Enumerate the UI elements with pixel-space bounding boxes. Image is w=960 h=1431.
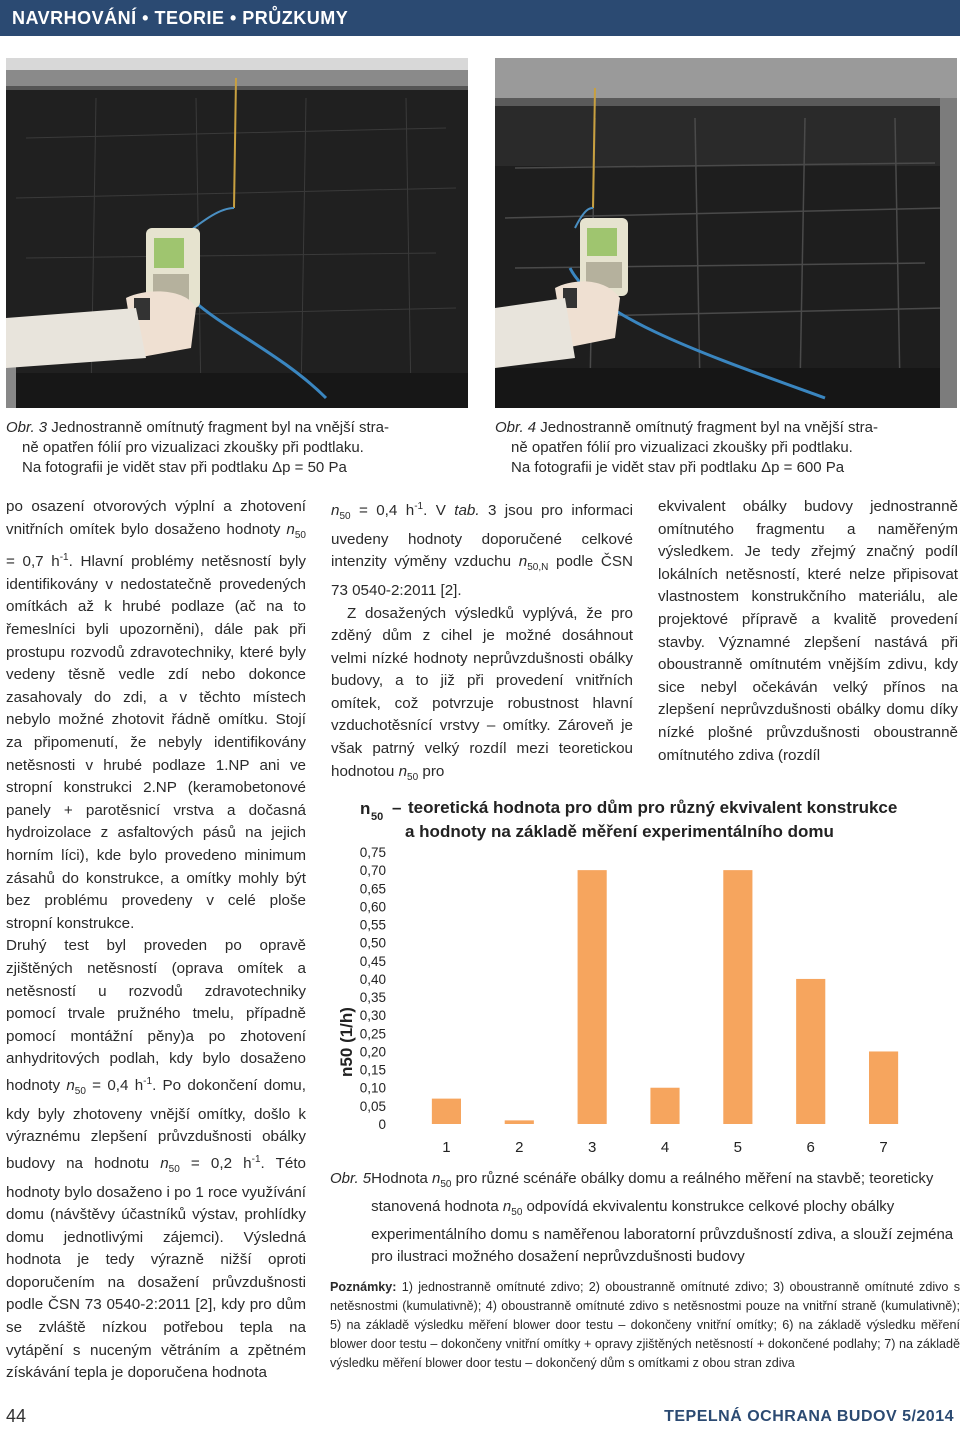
bar-3 [578,870,607,1124]
col2-text: Z dosažených výsledků vyplývá, že pro zděný dům z cihel je možné dosáhnout velmi nízké hodnoty neprůvzdušnosti obálky budovy, a to již při provedení vnitřních omítek, což potvrzuje robustnost hlavní vzduchotěsnící vrstvy – omítky. Zároveň je však patrný velký rozdíl mezi teoretickou hodnotou [331,604,633,780]
bars [432,870,898,1124]
caption-fig3-line3: Na fotografii je vidět stav při podtlaku Δp = 50 Pa [22,459,347,476]
journal-title: TEPELNÁ OCHRANA BUDOV 5/2014 [664,1408,954,1425]
y-tick-label: 0,15 [359,1062,386,1078]
x-tick-label: 5 [733,1139,743,1156]
caption-fig4-line2: ně opatřen fólií pro vizualizaci zkoušky při podtlaku. [511,439,853,456]
body-column-2 [331,496,633,789]
y-tick-label: 0,60 [359,899,386,915]
fig5-text: odpovídá ekvivalentu konstrukce celkové plochy obálky experimentálního domu s naměřenou laboratorní průvzdušností zdiva, a slouží zejména pro ilustraci možného dosažení neprůvzdušnosti budovy [371,1198,954,1265]
fig5-sub: 50 [511,1207,523,1218]
chart-title-dash: – [392,798,402,817]
col2-sub: 50,N [527,562,549,574]
x-tick-label: 4 [660,1139,670,1156]
section-title: NAVRHOVÁNÍ • TEORIE • PRŮZKUMY [12,8,349,28]
col1-var-n: n [286,520,295,538]
caption-fig3-label: Obr. 3 [6,419,48,436]
y-tick-label: 0,55 [359,917,386,933]
col1-sub: 50 [74,1086,86,1098]
col1-sup: -1 [59,552,69,564]
col1-text: po osazení otvorových výplní a zhotovení vnitřních omítek bylo dosaženo hodnoty [6,498,306,538]
x-tick-label: 3 [587,1139,597,1156]
fig5-text: Hodnota [371,1170,433,1187]
col1-sup: -1 [143,1075,153,1087]
col1-text: . Po dokončení domu, kdy byly zhotoveny vnější omítky, došlo k výraznému zlepšení průvzdušnosti obálky budovy na hodnotu [6,1077,306,1172]
col1-sub: 50 [168,1163,180,1175]
col1-var-n: n [160,1154,169,1172]
bar-7 [869,1051,898,1124]
notes-text: 1) jednostranně omítnuté zdivo; 2) oboustranně omítnuté zdivo; 3) oboustranně omítnuté zdivo s netěsnostmi (kumulativně); 4) oboustranně omítnuté zdivo s netěsnostmi pouze na vnitřní straně (kumulativně); 5) na základě výsledku měření blower door testu – dokončeny vnitřní omítky; 6) na základě výsledku měření blower door testu – dokončeny vnitřní omítky + opravy zjištěných netěsností + dokončené podlahy; 7) na základě výsledku měření blower door testu – dokončený dům s omítkami z obou stran zdiva [330,1280,960,1370]
x-tick-label: 2 [515,1139,524,1156]
caption-fig5-label: Obr. 5 [330,1170,372,1187]
col2-text: 3 jsou pro informaci uvedeny hodnoty doporučené celkové intenzity výměny vzduchu [331,502,634,571]
y-tick-label: 0,05 [359,1098,386,1114]
x-tick-label: 7 [879,1139,888,1156]
y-tick-label: 0,30 [359,1008,386,1024]
bar-2 [505,1120,534,1124]
bar-4 [650,1088,679,1124]
y-tick-label: 0,25 [359,1026,386,1042]
bar-1 [432,1099,461,1124]
fig5-var-n: n [502,1198,512,1215]
caption-fig5-text [371,1168,958,1268]
col2-paragraph-2 [331,603,633,790]
chart-title-sub: 50 [371,811,384,823]
caption-fig3 [6,418,468,478]
caption-fig5 [330,1168,958,1268]
col2-var-n: n [331,502,340,520]
y-tick-label: 0,20 [359,1044,386,1060]
caption-fig3-line1: Jednostranně omítnutý fragment byl na vnější stra- [47,419,389,436]
y-tick-labels [360,845,386,1132]
col1-text: . Této hodnoty bylo dosaženo i po 1 roce využívání domu (návštěvy účastníků výstav, prohlídky domu jednotlivými zájemci). Výsledná hodnota je tedy výrazně nižší oproti doporučením na dosažení průvzdušnosti podle ČSN 73 0540-2:2011 [2], kdy pro dům se zvláště nízkou potřebou tepla na vytápění s nuceným větráním a zpětném získávání tepla je doporučena hodnota [6,1154,306,1382]
col2-var-n: n [398,762,408,780]
fig5-text: pro různé scénáře obálky domu a reálného měření na stavbě; teoreticky stanovená hodnota [371,1170,934,1215]
y-tick-label: 0,75 [359,845,386,860]
chart-title-line1: teoretická hodnota pro dům pro různý ekvivalent konstrukce [408,798,898,817]
bar-5 [723,870,752,1124]
caption-fig3-line2: ně opatřen fólií pro vizualizaci zkoušky při podtlaku. [22,439,364,456]
col1-text: . Hlavní problémy netěsností byly identifikovány v nedostatečně provedených omítkách až k hrubé podlaze (ač na to řemeslníci byli upozorněni), dále pak při prostupu rozvodů zdravotechniky, které byly vedeny těsně vedle zdí nebo dokonce zasahovaly do zdi, a v těchto místech nebylo možné zhotovit řádně omítku. Stojí za připomenutí, že nebyly identifikovány netěsnosti v hrubé podlaze 1.NP ani ve stropní konstrukci 2.NP (keramobetonové panely + parotěsnicí vrstva a dočasná hydroizolace z asfaltových pásů na jejich horním líci), kde bylo provedeno minimum zásahů do konstrukce, a omítky mohly být bez problému provedeny v celé ploše stropní konstrukce. [6,553,306,932]
chart-title-n: n [360,799,371,818]
col2-sup: -1 [414,501,424,512]
col2-table-ref: tab. [454,502,480,520]
col2-paragraph-1 [331,496,633,603]
caption-fig4 [495,418,957,478]
bar-chart [330,790,960,1160]
col1-text: = 0,4 h [85,1077,144,1094]
col1-text: = 0,7 h [6,553,60,571]
x-tick-labels [442,1139,887,1156]
chart-ylabel: n50 (1/h) [337,1007,356,1077]
chart-notes [330,1278,960,1373]
col1-text: Druhý test byl proveden po opravě zjištěných netěsností (oprava omítek a netěsností u rozvodů zdravotechniky pomocí trvale pružného tmelu, případně pomocí montážní pěny)a po zhotovení anhydritových podlah, kdy bylo dosaženo hodnoty [6,937,306,1094]
col2-text: podle ČSN 73 0540-2:2011 [2]. [331,553,633,599]
caption-fig4-line3: Na fotografii je vidět stav při podtlaku Δp = 600 Pa [511,459,845,476]
fig5-var-n: n [432,1170,441,1187]
y-tick-label: 0,40 [359,971,386,987]
y-tick-label: 0,35 [359,990,386,1006]
y-tick-label: 0,70 [359,863,386,879]
y-tick-label: 0,10 [359,1080,386,1096]
col1-text: = 0,2 h [179,1154,252,1172]
col2-text: pro [418,762,445,780]
col2-text: . V [423,502,455,520]
col2-text: = 0,4 h [350,502,415,520]
chart-fig5 [330,790,960,1160]
body-column-1 [6,496,306,1385]
page-number: 44 [6,1406,27,1426]
col1-sup: -1 [251,1153,261,1165]
photo-fig3 [6,58,468,408]
col2-var-n: n [518,553,528,571]
x-tick-label: 6 [806,1139,815,1156]
caption-fig4-line1: Jednostranně omítnutý fragment byl na vnější stra- [536,419,878,436]
col3-paragraph: ekvivalent obálky budovy jednostranně omítnutého fragmentu a naměřeným výsledkem. Je tedy zřejmý značný podíl lokálních netěsností, které nelze připisovat vlastnostem konstrukčního materiálu, ale projektové přípravě a kvalitě provedení stavby. Významné zlepšení nastává při oboustranně omítnutém vnějším zdivu, kdy sice nebyl očekáván velký přínos na zlepšení neprůvzdušnosti obálky domu díky nízké plošné průvzdušnosti oboustranně omítnutého zdiva (rozdíl [658,498,958,764]
body-column-3 [658,496,958,767]
fig5-sub: 50 [440,1179,452,1190]
col2-sub: 50 [407,771,419,783]
caption-fig5-label-wrap [330,1168,371,1268]
y-tick-label: 0 [378,1117,386,1132]
col1-paragraph-2 [6,935,306,1384]
photo-fig4 [495,58,957,408]
y-tick-label: 0,45 [359,953,386,969]
col1-var-n: n [66,1077,75,1094]
caption-fig4-label: Obr. 4 [495,419,537,436]
col1-sub: 50 [294,529,306,541]
col2-sub: 50 [339,511,351,523]
notes-label: Poznámky: [330,1280,397,1294]
bar-6 [796,979,825,1124]
col1-paragraph-1 [6,496,306,935]
chart-title-line2: a hodnoty na základě měření experimentálního domu [405,822,834,841]
x-tick-label: 1 [442,1139,451,1156]
y-tick-label: 0,65 [359,881,386,897]
y-tick-label: 0,50 [359,935,386,951]
